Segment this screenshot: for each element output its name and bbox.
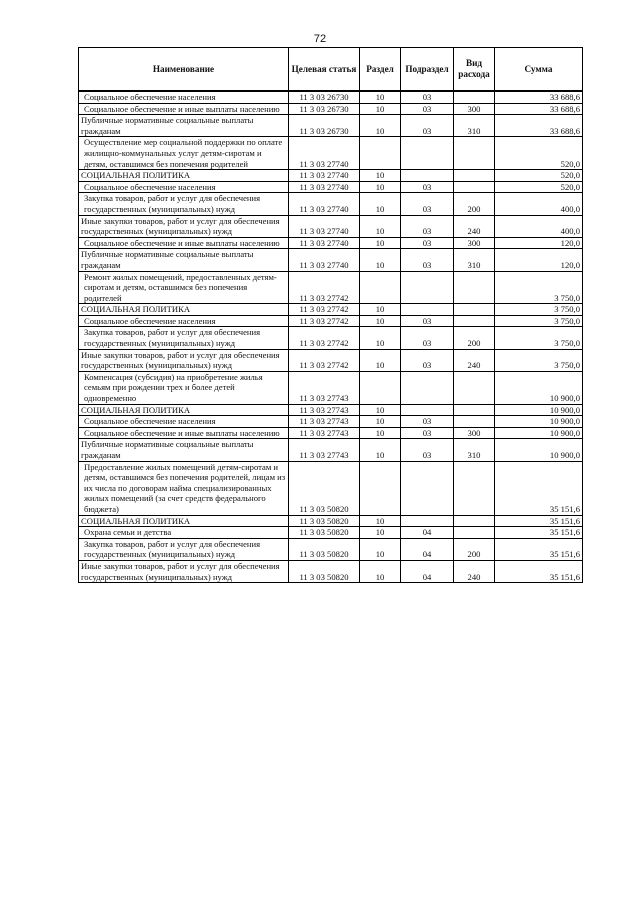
cell-section: 10 <box>360 515 401 527</box>
cell-target: 11 3 03 50820 <box>289 527 360 539</box>
table-row <box>79 560 583 582</box>
cell-expense-type: 310 <box>454 115 495 137</box>
cell-subsection: 03 <box>401 327 454 349</box>
cell-target: 11 3 03 50820 <box>289 560 360 582</box>
cell-amount: 33 688,6 <box>495 115 583 137</box>
cell-expense-type <box>454 416 495 428</box>
cell-name: Социальное обеспечение и иные выплаты населению <box>79 427 289 439</box>
cell-section: 10 <box>360 538 401 560</box>
table-row <box>79 215 583 237</box>
column-header-name: Наименование <box>79 48 289 92</box>
cell-section: 10 <box>360 237 401 249</box>
cell-amount: 33 688,6 <box>495 103 583 115</box>
cell-expense-type <box>454 304 495 316</box>
cell-subsection <box>401 271 454 304</box>
cell-subsection: 03 <box>401 215 454 237</box>
cell-subsection: 03 <box>401 315 454 327</box>
cell-section: 10 <box>360 170 401 182</box>
cell-section: 10 <box>360 404 401 416</box>
cell-subsection <box>401 137 454 170</box>
cell-name: СОЦИАЛЬНАЯ ПОЛИТИКА <box>79 304 289 316</box>
cell-amount: 10 900,0 <box>495 427 583 439</box>
cell-amount: 3 750,0 <box>495 304 583 316</box>
budget-table <box>78 47 583 583</box>
cell-amount: 10 900,0 <box>495 439 583 461</box>
cell-subsection <box>401 371 454 404</box>
table-row <box>79 315 583 327</box>
cell-name: Предоставление жилых помещений детям-сиротам и детям, оставшимся без попечения родителей, лицам из их числа по договорам найма специализированных жилых помещений (за счет средств федерального бюджета) <box>79 461 289 515</box>
cell-name: Закупка товаров, работ и услуг для обеспечения государственных (муниципальных) нужд <box>79 327 289 349</box>
cell-name: Социальное обеспечение населения <box>79 315 289 327</box>
cell-expense-type: 240 <box>454 560 495 582</box>
cell-section <box>360 137 401 170</box>
cell-subsection: 03 <box>401 427 454 439</box>
cell-section: 10 <box>360 215 401 237</box>
cell-name: Социальное обеспечение и иные выплаты населению <box>79 103 289 115</box>
cell-expense-type: 200 <box>454 193 495 215</box>
cell-subsection: 04 <box>401 560 454 582</box>
cell-section: 10 <box>360 327 401 349</box>
cell-subsection: 03 <box>401 416 454 428</box>
table-body <box>79 91 583 583</box>
cell-amount: 10 900,0 <box>495 371 583 404</box>
cell-expense-type <box>454 137 495 170</box>
cell-name: Социальное обеспечение населения <box>79 181 289 193</box>
cell-section: 10 <box>360 439 401 461</box>
cell-expense-type <box>454 527 495 539</box>
cell-expense-type: 200 <box>454 327 495 349</box>
cell-subsection: 04 <box>401 538 454 560</box>
cell-target: 11 3 03 50820 <box>289 515 360 527</box>
cell-expense-type <box>454 371 495 404</box>
cell-expense-type <box>454 170 495 182</box>
table-row <box>79 249 583 271</box>
table-row <box>79 427 583 439</box>
cell-expense-type: 240 <box>454 215 495 237</box>
cell-expense-type <box>454 515 495 527</box>
column-header-subsection: Подраздел <box>401 48 454 92</box>
table-row <box>79 237 583 249</box>
cell-amount: 10 900,0 <box>495 416 583 428</box>
cell-name: Иные закупки товаров, работ и услуг для обеспечения государственных (муниципальных) нужд <box>79 349 289 371</box>
cell-expense-type: 300 <box>454 237 495 249</box>
cell-target: 11 3 03 27740 <box>289 193 360 215</box>
table-row <box>79 349 583 371</box>
cell-target: 11 3 03 27740 <box>289 137 360 170</box>
table-row <box>79 170 583 182</box>
cell-section: 10 <box>360 115 401 137</box>
cell-subsection <box>401 515 454 527</box>
cell-amount: 35 151,6 <box>495 515 583 527</box>
cell-subsection: 03 <box>401 181 454 193</box>
cell-section: 10 <box>360 181 401 193</box>
cell-expense-type <box>454 315 495 327</box>
table-header <box>79 48 583 92</box>
cell-subsection: 04 <box>401 527 454 539</box>
cell-expense-type: 240 <box>454 349 495 371</box>
cell-amount: 3 750,0 <box>495 327 583 349</box>
cell-amount: 400,0 <box>495 193 583 215</box>
cell-amount: 35 151,6 <box>495 461 583 515</box>
table-row <box>79 137 583 170</box>
table-row <box>79 327 583 349</box>
column-header-target: Целевая статья <box>289 48 360 92</box>
cell-target: 11 3 03 27742 <box>289 315 360 327</box>
cell-section <box>360 461 401 515</box>
cell-amount: 400,0 <box>495 215 583 237</box>
table-row <box>79 91 583 103</box>
cell-amount: 35 151,6 <box>495 560 583 582</box>
cell-subsection: 03 <box>401 249 454 271</box>
cell-target: 11 3 03 27740 <box>289 181 360 193</box>
cell-section: 10 <box>360 91 401 103</box>
cell-name: СОЦИАЛЬНАЯ ПОЛИТИКА <box>79 404 289 416</box>
cell-name: Иные закупки товаров, работ и услуг для обеспечения государственных (муниципальных) нужд <box>79 560 289 582</box>
cell-name: Публичные нормативные социальные выплаты гражданам <box>79 439 289 461</box>
cell-expense-type <box>454 181 495 193</box>
column-header-expense-type: Вид расхода <box>454 48 495 92</box>
cell-expense-type <box>454 404 495 416</box>
cell-target: 11 3 03 50820 <box>289 538 360 560</box>
cell-name: Осуществление мер социальной поддержки по оплате жилищно-коммунальных услуг детям-сиротам и детям, оставшимся без попечения родителей <box>79 137 289 170</box>
cell-amount: 520,0 <box>495 137 583 170</box>
cell-name: Социальное обеспечение населения <box>79 91 289 103</box>
cell-section <box>360 371 401 404</box>
table-row <box>79 271 583 304</box>
cell-amount: 10 900,0 <box>495 404 583 416</box>
cell-expense-type: 300 <box>454 103 495 115</box>
cell-subsection <box>401 170 454 182</box>
cell-name: Социальное обеспечение населения <box>79 416 289 428</box>
cell-subsection: 03 <box>401 439 454 461</box>
cell-name: Публичные нормативные социальные выплаты гражданам <box>79 115 289 137</box>
cell-expense-type: 310 <box>454 249 495 271</box>
cell-expense-type <box>454 461 495 515</box>
table-row <box>79 439 583 461</box>
cell-subsection: 03 <box>401 193 454 215</box>
cell-expense-type: 200 <box>454 538 495 560</box>
cell-section <box>360 271 401 304</box>
table-row <box>79 538 583 560</box>
cell-amount: 3 750,0 <box>495 349 583 371</box>
cell-name: СОЦИАЛЬНАЯ ПОЛИТИКА <box>79 170 289 182</box>
cell-section: 10 <box>360 427 401 439</box>
cell-expense-type: 300 <box>454 427 495 439</box>
column-header-section: Раздел <box>360 48 401 92</box>
cell-subsection: 03 <box>401 349 454 371</box>
table-row <box>79 181 583 193</box>
cell-amount: 3 750,0 <box>495 315 583 327</box>
cell-name: Закупка товаров, работ и услуг для обеспечения государственных (муниципальных) нужд <box>79 538 289 560</box>
cell-name: СОЦИАЛЬНАЯ ПОЛИТИКА <box>79 515 289 527</box>
cell-section: 10 <box>360 103 401 115</box>
cell-expense-type: 310 <box>454 439 495 461</box>
table-row <box>79 193 583 215</box>
cell-target: 11 3 03 27743 <box>289 404 360 416</box>
cell-target: 11 3 03 26730 <box>289 115 360 137</box>
table-row <box>79 416 583 428</box>
cell-name: Охрана семьи и детства <box>79 527 289 539</box>
cell-name: Социальное обеспечение и иные выплаты населению <box>79 237 289 249</box>
cell-section: 10 <box>360 527 401 539</box>
cell-name: Ремонт жилых помещений, предоставленных детям-сиротам и детям, оставшимся без попечения родителей <box>79 271 289 304</box>
cell-amount: 3 750,0 <box>495 271 583 304</box>
cell-name: Иные закупки товаров, работ и услуг для обеспечения государственных (муниципальных) нужд <box>79 215 289 237</box>
cell-subsection: 03 <box>401 115 454 137</box>
cell-subsection: 03 <box>401 103 454 115</box>
cell-subsection <box>401 461 454 515</box>
cell-section: 10 <box>360 304 401 316</box>
cell-target: 11 3 03 27743 <box>289 416 360 428</box>
cell-amount: 120,0 <box>495 237 583 249</box>
cell-target: 11 3 03 27743 <box>289 439 360 461</box>
table-row <box>79 527 583 539</box>
table-row <box>79 115 583 137</box>
cell-target: 11 3 03 27742 <box>289 349 360 371</box>
cell-amount: 35 151,6 <box>495 538 583 560</box>
cell-target: 11 3 03 26730 <box>289 91 360 103</box>
cell-section: 10 <box>360 315 401 327</box>
cell-expense-type <box>454 271 495 304</box>
cell-target: 11 3 03 27743 <box>289 427 360 439</box>
cell-section: 10 <box>360 193 401 215</box>
column-header-amount: Сумма <box>495 48 583 92</box>
cell-target: 11 3 03 27742 <box>289 304 360 316</box>
table-row <box>79 304 583 316</box>
cell-name: Компенсация (субсидия) на приобретение жилья семьям при рождении трех и более детей одновременно <box>79 371 289 404</box>
cell-name: Публичные нормативные социальные выплаты гражданам <box>79 249 289 271</box>
cell-target: 11 3 03 27740 <box>289 215 360 237</box>
table-row <box>79 371 583 404</box>
cell-name: Закупка товаров, работ и услуг для обеспечения государственных (муниципальных) нужд <box>79 193 289 215</box>
cell-target: 11 3 03 27742 <box>289 327 360 349</box>
table-row <box>79 404 583 416</box>
cell-amount: 33 688,6 <box>495 91 583 103</box>
cell-subsection <box>401 304 454 316</box>
cell-target: 11 3 03 26730 <box>289 103 360 115</box>
cell-subsection <box>401 404 454 416</box>
cell-amount: 35 151,6 <box>495 527 583 539</box>
cell-target: 11 3 03 27740 <box>289 170 360 182</box>
cell-section: 10 <box>360 560 401 582</box>
cell-subsection: 03 <box>401 91 454 103</box>
table-row <box>79 103 583 115</box>
table-row <box>79 461 583 515</box>
cell-target: 11 3 03 27742 <box>289 271 360 304</box>
cell-section: 10 <box>360 249 401 271</box>
table-row <box>79 515 583 527</box>
cell-amount: 520,0 <box>495 170 583 182</box>
cell-expense-type <box>454 91 495 103</box>
cell-target: 11 3 03 27740 <box>289 249 360 271</box>
cell-target: 11 3 03 27743 <box>289 371 360 404</box>
cell-section: 10 <box>360 416 401 428</box>
cell-target: 11 3 03 50820 <box>289 461 360 515</box>
cell-amount: 120,0 <box>495 249 583 271</box>
cell-target: 11 3 03 27740 <box>289 237 360 249</box>
page-number: 72 <box>313 33 327 45</box>
cell-amount: 520,0 <box>495 181 583 193</box>
cell-section: 10 <box>360 349 401 371</box>
cell-subsection: 03 <box>401 237 454 249</box>
